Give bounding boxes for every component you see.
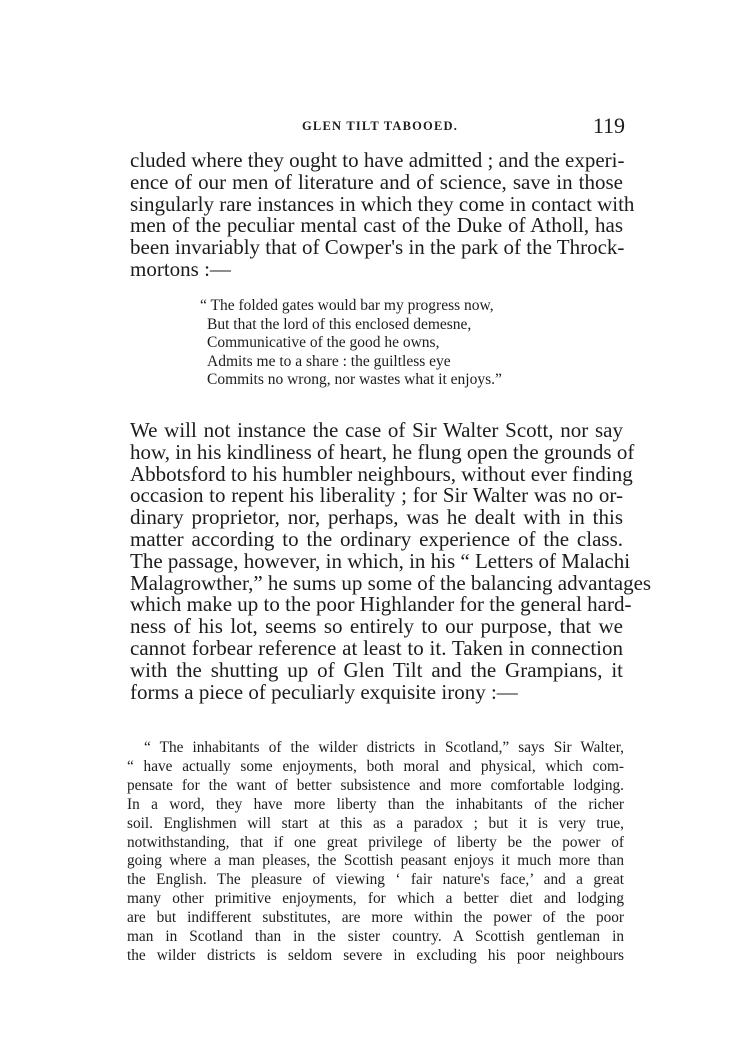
- block-quotation: [127, 739, 624, 966]
- quote-line: the English. The pleasure of viewing ‘ fair nature's face,’ and a great: [127, 871, 624, 889]
- quote-line: notwithstanding, that if one great privilege of liberty be the power of: [127, 833, 624, 851]
- text-line: We will not instance the case of Sir Walter Scott, nor say: [130, 418, 623, 442]
- text-line: mortons :—: [130, 256, 231, 281]
- running-head: [130, 113, 625, 139]
- text-line: men of the peculiar mental cast of the Duke of Atholl, has: [130, 213, 623, 238]
- verse-line: Commits no wrong, nor wastes what it enjoys.”: [207, 371, 502, 389]
- text-line: matter according to the ordinary experience of the class.: [130, 526, 623, 551]
- quote-line: soil. Englishmen will start at this as a paradox ; but it is very true,: [127, 814, 624, 832]
- text-line: which make up to the poor Highlander for the general hard-: [130, 592, 632, 617]
- quote-line: are but indifferent substitutes, are more within the power of the poor: [127, 909, 624, 927]
- verse-line: Admits me to a share : the guiltless eye: [207, 352, 451, 370]
- quote-line: “ have actually some enjoyments, both moral and physical, which com-: [127, 757, 624, 775]
- verse-line: Communicative of the good he owns,: [207, 334, 440, 352]
- text-line: cannot forbear reference at least to it. Taken in connection: [130, 635, 623, 660]
- text-line: occasion to repent his liberality ; for Sir Walter was no or-: [130, 483, 623, 508]
- text-line: with the shutting up of Glen Tilt and the Grampians, it: [130, 657, 623, 682]
- text-line: ness of his lot, seems so entirely to our purpose, that we: [130, 614, 623, 639]
- text-line: cluded where they ought to have admitted ; and the experi-: [130, 148, 625, 172]
- paragraph-1: [130, 148, 635, 281]
- quote-line: man in Scotland than in the sister country. A Scottish gentleman in: [127, 928, 624, 946]
- text-line: Abbotsford to his humbler neighbours, without ever finding: [130, 461, 633, 486]
- quote-line: many other primitive enjoyments, for which a better diet and lodging: [127, 890, 624, 908]
- verse-line: But that the lord of this enclosed demesne,: [207, 315, 472, 333]
- quote-line: pensate for the want of better subsistence and more comfortable lodging.: [127, 776, 624, 794]
- text-line: Malagrowther,” he sums up some of the balancing advantages: [130, 570, 652, 595]
- paragraph-2: [130, 418, 652, 704]
- verse-line: “ The folded gates would bar my progress now,: [200, 297, 494, 314]
- running-title: GLEN TILT TABOOED.: [302, 119, 459, 133]
- quote-line: In a word, they have more liberty than the inhabitants of the richer: [127, 795, 624, 813]
- text-line: The passage, however, in which, in his “ Letters of Malachi: [130, 548, 631, 573]
- text-line: been invariably that of Cowper's in the park of the Throck-: [130, 235, 625, 260]
- text-line: singularly rare instances in which they come in contact with: [130, 191, 635, 216]
- verse-quotation: [200, 297, 560, 390]
- text-line: forms a piece of peculiarly exquisite irony :—: [130, 679, 518, 704]
- quote-line: the wilder districts is seldom severe in excluding his poor neighbours: [127, 946, 624, 964]
- page-number: 119: [592, 113, 625, 138]
- text-line: dinary proprietor, nor, perhaps, was he dealt with in this: [130, 505, 623, 530]
- quote-line: “ The inhabitants of the wilder districts in Scotland,” says Sir Walter,: [144, 739, 624, 756]
- quote-line: going where a man pleases, the Scottish peasant enjoys it much more than: [127, 852, 624, 870]
- text-line: ence of our men of literature and of science, save in those: [130, 169, 623, 194]
- text-line: how, in his kindliness of heart, he flung open the grounds of: [130, 439, 635, 464]
